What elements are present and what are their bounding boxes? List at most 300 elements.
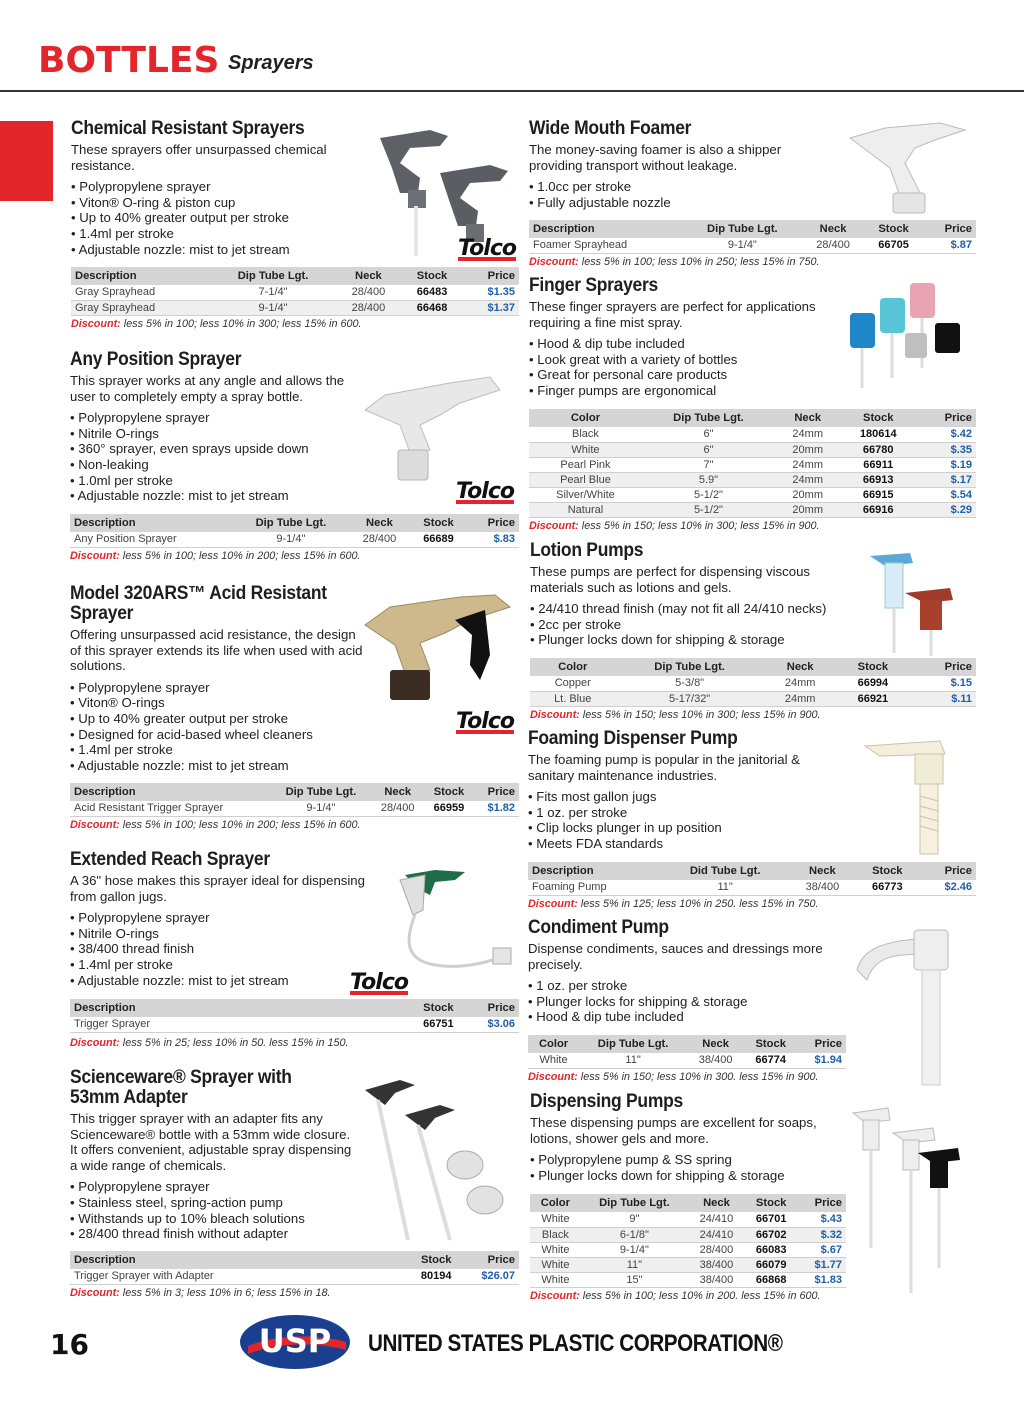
product-table-dispensing <box>530 1194 846 1288</box>
column-header: Price <box>916 409 976 427</box>
column-header: Price <box>909 658 976 676</box>
column-header: Stock <box>836 658 909 676</box>
table-cell: $.32 <box>797 1227 846 1242</box>
list-item: • Look great with a variety of bottles <box>529 352 839 368</box>
table-cell: $1.77 <box>797 1257 846 1272</box>
discount-note: Discount: less 5% in 100; less 10% in 200; less 15% in 600. <box>70 550 361 562</box>
list-item: • Clip locks plunger in up position <box>528 820 848 836</box>
table-header-row <box>70 1251 519 1269</box>
acid-resistant-sprayer-image <box>360 585 520 710</box>
column-header: Dip Tube Lgt. <box>211 267 336 285</box>
list-item: • 38/400 thread finish <box>70 941 380 957</box>
table-cell: $.11 <box>909 691 976 706</box>
table-cell: Natural <box>529 502 642 517</box>
table-cell: 180614 <box>840 427 916 442</box>
section-wide-mouth-foamer <box>529 119 819 210</box>
column-header: Description <box>70 514 233 532</box>
table-cell: 15" <box>581 1272 688 1287</box>
discount-note: Discount: less 5% in 100; less 10% in 250; less 15% in 750. <box>529 256 820 268</box>
table-cell: 24mm <box>764 676 837 691</box>
tolco-logo: Tolco <box>350 970 408 995</box>
table-cell: 66079 <box>745 1257 798 1272</box>
section-intro: The foaming pump is popular in the janitorial & sanitary maintenance industries. <box>528 752 800 783</box>
table-cell: 24/410 <box>688 1227 745 1242</box>
list-item: • 24/410 thread finish (may not fit all 24/410 necks) <box>530 601 860 617</box>
section-extended-reach <box>70 850 380 988</box>
table-cell: White <box>530 1212 581 1227</box>
table-row <box>528 880 976 895</box>
column-header: Stock <box>856 862 918 880</box>
table-cell: 7" <box>642 457 775 472</box>
feature-list <box>528 789 848 851</box>
column-header: Neck <box>349 514 410 532</box>
table-cell: $.83 <box>467 532 519 547</box>
list-item: • Withstands up to 10% bleach solutions <box>70 1211 360 1227</box>
discount-note: Discount: less 5% in 125; less 10% in 250. less 15% in 750. <box>528 898 819 910</box>
list-item: • Finger pumps are ergonomical <box>529 383 839 399</box>
product-table-foamer <box>529 220 976 254</box>
section-title: Chemical Resistant Sprayers <box>71 118 305 139</box>
table-cell: White <box>530 1272 581 1287</box>
section-dispensing-pumps <box>530 1092 840 1183</box>
table-header-row <box>530 658 976 676</box>
table-cell: 9-1/4" <box>581 1242 688 1257</box>
discount-note: Discount: less 5% in 150; less 10% in 300. less 15% in 900. <box>528 1071 819 1083</box>
white-any-position-sprayer-image <box>360 355 510 495</box>
table-row <box>530 1257 846 1272</box>
list-item: • Nitrile O-rings <box>70 426 370 442</box>
table-cell: $.19 <box>916 457 976 472</box>
list-item: • Hood & dip tube included <box>529 336 839 352</box>
table-cell: Silver/White <box>529 487 642 502</box>
list-item: • Adjustable nozzle: mist to jet stream <box>70 488 370 504</box>
column-header: Neck <box>687 1035 744 1053</box>
extended-reach-sprayer-image <box>395 860 520 985</box>
table-cell: 24mm <box>775 427 840 442</box>
column-header: Price <box>467 514 519 532</box>
section-intro: Dispense condiments, sauces and dressings more precisely. <box>528 941 823 972</box>
product-table-foaming <box>528 862 976 896</box>
product-table-lotion <box>530 658 976 707</box>
table-cell: $1.35 <box>463 285 519 300</box>
list-item: • 2cc per stroke <box>530 617 860 633</box>
section-intro: The money-saving foamer is also a shipper providing transport without leakage. <box>529 142 782 173</box>
section-condiment-pump <box>528 918 848 1025</box>
page-header <box>0 0 1024 92</box>
table-cell: Trigger Sprayer with Adapter <box>70 1269 410 1284</box>
table-cell: 66774 <box>744 1053 797 1068</box>
table-cell: $26.07 <box>462 1269 519 1284</box>
table-cell: 11" <box>581 1257 688 1272</box>
table-cell: 66751 <box>410 1017 467 1032</box>
section-brand: BOTTLES <box>38 40 220 81</box>
table-cell: 66705 <box>864 238 922 253</box>
list-item: • Hood & dip tube included <box>528 1009 848 1025</box>
product-table-extended-reach <box>70 999 519 1033</box>
list-item: • Nitrile O-rings <box>70 926 380 942</box>
table-cell: 9-1/4" <box>271 801 371 816</box>
table-cell: $1.37 <box>463 300 519 315</box>
table-cell: 66921 <box>836 691 909 706</box>
section-title: Foaming Dispenser Pump <box>528 728 738 749</box>
scienceware-sprayer-image <box>360 1075 520 1245</box>
discount-note: Discount: less 5% in 150; less 10% in 300; less 15% in 900. <box>530 709 821 721</box>
table-cell: $3.06 <box>467 1017 519 1032</box>
table-cell: 66994 <box>836 676 909 691</box>
table-cell: 80194 <box>410 1269 462 1284</box>
table-header-row <box>529 220 976 238</box>
table-cell: 38/400 <box>688 1257 745 1272</box>
table-cell: 28/400 <box>371 801 424 816</box>
table-header-row <box>528 862 976 880</box>
lotion-pumps-image <box>865 548 975 658</box>
section-subtitle: Sprayers <box>228 52 314 74</box>
table-cell: $1.83 <box>797 1272 846 1287</box>
table-cell: Foaming Pump <box>528 880 662 895</box>
list-item: • 1.4ml per stroke <box>70 957 380 973</box>
column-header: Neck <box>688 1194 745 1212</box>
tolco-logo: Tolco <box>456 479 514 504</box>
table-cell: White <box>528 1053 579 1068</box>
table-header-row <box>71 267 519 285</box>
section-intro: A 36" hose makes this sprayer ideal for dispensing from gallon jugs. <box>70 873 365 904</box>
column-header: Price <box>797 1194 846 1212</box>
column-header: Price <box>467 999 519 1017</box>
table-cell: $.54 <box>916 487 976 502</box>
table-cell: $.67 <box>797 1242 846 1257</box>
column-header: Description <box>71 267 211 285</box>
column-header: Dip Tube Lgt. <box>615 658 763 676</box>
tolco-logo: Tolco <box>458 236 516 261</box>
table-cell: $2.46 <box>919 880 977 895</box>
table-row <box>70 1017 519 1032</box>
list-item: • Up to 40% greater output per stroke <box>71 210 371 226</box>
table-cell: Pearl Pink <box>529 457 642 472</box>
table-row <box>528 1053 846 1068</box>
feature-list <box>70 410 370 504</box>
table-cell: 24mm <box>764 691 837 706</box>
column-header: Neck <box>802 220 865 238</box>
table-cell: 5-3/8" <box>615 676 763 691</box>
table-header-row <box>70 999 519 1017</box>
list-item: • 1.0cc per stroke <box>529 179 819 195</box>
table-cell: $1.82 <box>474 801 519 816</box>
column-header: Neck <box>775 409 840 427</box>
table-row <box>530 676 976 691</box>
table-cell: Black <box>529 427 642 442</box>
column-header: Description <box>70 783 271 801</box>
section-model-320ars <box>70 584 370 773</box>
section-scienceware <box>70 1068 360 1242</box>
table-cell: 7-1/4" <box>211 285 336 300</box>
table-cell: 24mm <box>775 457 840 472</box>
list-item: • Polypropylene sprayer <box>70 680 370 696</box>
table-cell: 28/400 <box>349 532 410 547</box>
red-section-tab <box>0 121 53 201</box>
list-item: • Non-leaking <box>70 457 370 473</box>
table-cell: 9-1/4" <box>211 300 336 315</box>
table-cell: White <box>530 1242 581 1257</box>
list-item: • Meets FDA standards <box>528 836 848 852</box>
discount-note: Discount: less 5% in 100; less 10% in 200. less 15% in 600. <box>530 1290 821 1302</box>
table-row <box>530 1272 846 1287</box>
dispensing-pumps-image <box>848 1098 974 1298</box>
table-row <box>70 532 519 547</box>
table-row <box>530 1212 846 1227</box>
column-header: Stock <box>744 1035 797 1053</box>
table-cell: Copper <box>530 676 615 691</box>
section-title: Extended Reach Sprayer <box>70 849 270 870</box>
feature-list <box>70 1179 360 1241</box>
table-cell: 28/400 <box>335 285 401 300</box>
column-header: Description <box>528 862 662 880</box>
section-intro: This trigger sprayer with an adapter fits any Scienceware® bottle with a 53mm wide closure. It offers convenient, adjustable spray dispensing a wide range of chemicals. <box>70 1111 352 1173</box>
table-cell: $.42 <box>916 427 976 442</box>
column-header: Neck <box>335 267 401 285</box>
product-table-finger <box>529 409 976 518</box>
list-item: • Plunger locks down for shipping & storage <box>530 1168 840 1184</box>
table-row <box>71 285 519 300</box>
table-cell: Acid Resistant Trigger Sprayer <box>70 801 271 816</box>
table-cell: 5-1/2" <box>642 487 775 502</box>
table-cell: 38/400 <box>789 880 856 895</box>
table-cell: 5.9" <box>642 472 775 487</box>
table-cell: 9-1/4" <box>233 532 349 547</box>
column-header: Stock <box>745 1194 798 1212</box>
table-cell: 11" <box>579 1053 687 1068</box>
column-header: Dip Tube Lgt. <box>683 220 802 238</box>
product-table-chemical <box>71 267 519 316</box>
feature-list <box>70 910 380 988</box>
product-table-any-position <box>70 514 519 548</box>
feature-list <box>530 1152 840 1183</box>
table-row <box>530 1242 846 1257</box>
list-item: • Adjustable nozzle: mist to jet stream <box>71 242 371 258</box>
svg-text:USP: USP <box>258 1322 332 1360</box>
table-cell: 66916 <box>840 502 916 517</box>
column-header: Neck <box>764 658 837 676</box>
column-header: Dip Tube Lgt. <box>233 514 349 532</box>
list-item: • 1 oz. per stroke <box>528 805 848 821</box>
table-cell: 66483 <box>401 285 462 300</box>
table-cell: 66868 <box>745 1272 798 1287</box>
section-lotion-pumps <box>530 541 860 648</box>
column-header: Color <box>528 1035 579 1053</box>
list-item: • Polypropylene sprayer <box>71 179 371 195</box>
column-header: Description <box>529 220 683 238</box>
table-row <box>529 238 976 253</box>
section-intro: Offering unsurpassed acid resistance, the design of this sprayer extends its life when used with acid solutions. <box>70 627 363 674</box>
table-cell: 20mm <box>775 502 840 517</box>
table-cell: Foamer Sprayhead <box>529 238 683 253</box>
discount-note: Discount: less 5% in 150; less 10% in 300; less 15% in 900. <box>529 520 820 532</box>
table-row <box>529 472 976 487</box>
list-item: • Designed for acid-based wheel cleaners <box>70 727 370 743</box>
list-item: • Adjustable nozzle: mist to jet stream <box>70 758 370 774</box>
table-cell: Black <box>530 1227 581 1242</box>
column-header: Stock <box>864 220 922 238</box>
table-cell: 66702 <box>745 1227 798 1242</box>
list-item: • Fully adjustable nozzle <box>529 195 819 211</box>
section-intro: These sprayers offer unsurpassed chemical resistance. <box>71 142 327 173</box>
table-row <box>70 1269 519 1284</box>
list-item: • 1.0ml per stroke <box>70 473 370 489</box>
table-cell: 9" <box>581 1212 688 1227</box>
table-row <box>71 300 519 315</box>
usp-logo <box>238 1312 353 1372</box>
list-item: • Fits most gallon jugs <box>528 789 848 805</box>
list-item: • 1 oz. per stroke <box>528 978 848 994</box>
table-cell: 6" <box>642 442 775 457</box>
table-row <box>529 502 976 517</box>
table-header-row <box>70 783 519 801</box>
column-header: Price <box>463 267 519 285</box>
column-header: Stock <box>424 783 473 801</box>
table-cell: 11" <box>662 880 789 895</box>
table-row <box>529 442 976 457</box>
foamer-sprayhead-image <box>845 118 975 218</box>
table-row <box>70 801 519 816</box>
list-item: • Plunger locks down for shipping & storage <box>530 632 860 648</box>
section-title: Any Position Sprayer <box>70 349 242 370</box>
column-header: Price <box>923 220 976 238</box>
column-header: Neck <box>789 862 856 880</box>
table-cell: 6-1/8" <box>581 1227 688 1242</box>
table-cell: 5-1/2" <box>642 502 775 517</box>
table-cell: 66913 <box>840 472 916 487</box>
table-cell: 66780 <box>840 442 916 457</box>
table-row <box>530 691 976 706</box>
column-header: Description <box>70 1251 410 1269</box>
list-item: • 28/400 thread finish without adapter <box>70 1226 360 1242</box>
table-cell: $.35 <box>916 442 976 457</box>
list-item: • 1.4ml per stroke <box>70 742 370 758</box>
table-row <box>529 487 976 502</box>
feature-list <box>70 680 370 774</box>
column-header: Neck <box>371 783 424 801</box>
feature-list <box>528 978 848 1025</box>
table-cell: 66468 <box>401 300 462 315</box>
condiment-pump-image <box>852 925 974 1090</box>
list-item: • Viton® O-ring & piston cup <box>71 195 371 211</box>
table-cell: 66689 <box>410 532 467 547</box>
list-item: • Stainless steel, spring-action pump <box>70 1195 360 1211</box>
section-intro: This sprayer works at any angle and allows the user to completely empty a spray bottle. <box>70 373 345 404</box>
table-cell: Any Position Sprayer <box>70 532 233 547</box>
product-table-model-320ars <box>70 783 519 817</box>
table-cell: 66959 <box>424 801 473 816</box>
discount-note: Discount: less 5% in 100; less 10% in 300; less 15% in 600. <box>71 318 362 330</box>
list-item: • Polypropylene sprayer <box>70 410 370 426</box>
list-item: • Polypropylene sprayer <box>70 1179 360 1195</box>
table-cell: $.29 <box>916 502 976 517</box>
table-cell: 38/400 <box>688 1272 745 1287</box>
finger-sprayers-image <box>845 278 975 403</box>
section-foaming-dispenser <box>528 729 848 852</box>
foaming-pump-image <box>860 736 975 861</box>
list-item: • 1.4ml per stroke <box>71 226 371 242</box>
column-header: Stock <box>401 267 462 285</box>
table-cell: $.17 <box>916 472 976 487</box>
column-header: Dip Tube Lgt. <box>581 1194 688 1212</box>
table-cell: Pearl Blue <box>529 472 642 487</box>
table-cell: 5-17/32" <box>615 691 763 706</box>
table-cell: White <box>529 442 642 457</box>
table-cell: 28/400 <box>335 300 401 315</box>
column-header: Price <box>797 1035 846 1053</box>
table-cell: $1.94 <box>797 1053 846 1068</box>
column-header: Stock <box>410 1251 462 1269</box>
table-header-row <box>528 1035 846 1053</box>
product-table-scienceware <box>70 1251 519 1285</box>
table-cell: 20mm <box>775 442 840 457</box>
table-cell: $.43 <box>797 1212 846 1227</box>
table-header-row <box>70 514 519 532</box>
list-item: • Up to 40% greater output per stroke <box>70 711 370 727</box>
table-cell: $.87 <box>923 238 976 253</box>
list-item: • Great for personal care products <box>529 367 839 383</box>
section-title: Lotion Pumps <box>530 540 644 561</box>
discount-note: Discount: less 5% in 25; less 10% in 50. less 15% in 150. <box>70 1037 349 1049</box>
feature-list <box>530 601 860 648</box>
column-header: Color <box>529 409 642 427</box>
table-cell: $.15 <box>909 676 976 691</box>
table-cell: 28/400 <box>802 238 865 253</box>
discount-note: Discount: less 5% in 100; less 10% in 200; less 15% in 600. <box>70 819 361 831</box>
section-intro: These dispensing pumps are excellent for soaps, lotions, shower gels and more. <box>530 1115 817 1146</box>
table-row <box>529 427 976 442</box>
table-header-row <box>530 1194 846 1212</box>
section-title: Finger Sprayers <box>529 275 658 296</box>
tolco-logo: Tolco <box>456 709 514 734</box>
section-title: Scienceware® Sprayer with 53mm Adapter <box>70 1067 292 1108</box>
section-intro: These finger sprayers are perfect for applications requiring a fine mist spray. <box>529 299 816 330</box>
table-cell: 66701 <box>745 1212 798 1227</box>
section-chemical-resistant <box>71 119 371 257</box>
table-cell: 20mm <box>775 487 840 502</box>
table-cell: Gray Sprayhead <box>71 300 211 315</box>
feature-list <box>71 179 371 257</box>
feature-list <box>529 336 839 398</box>
table-cell: 28/400 <box>688 1242 745 1257</box>
table-cell: Gray Sprayhead <box>71 285 211 300</box>
page-number: 16 <box>50 1328 89 1361</box>
list-item: • 360° sprayer, even sprays upside down <box>70 441 370 457</box>
table-row <box>529 457 976 472</box>
section-intro: These pumps are perfect for dispensing viscous materials such as lotions and gels. <box>530 564 811 595</box>
section-title: Model 320ARS™ Acid Resistant Sprayer <box>70 583 327 624</box>
table-cell: 6" <box>642 427 775 442</box>
column-header: Stock <box>840 409 916 427</box>
table-cell: 66915 <box>840 487 916 502</box>
list-item: • Polypropylene pump & SS spring <box>530 1152 840 1168</box>
table-cell: Lt. Blue <box>530 691 615 706</box>
table-row <box>530 1227 846 1242</box>
column-header: Stock <box>410 514 467 532</box>
table-cell: 66773 <box>856 880 918 895</box>
feature-list <box>529 179 819 210</box>
table-header-row <box>529 409 976 427</box>
product-table-condiment <box>528 1035 846 1069</box>
section-title: Wide Mouth Foamer <box>529 118 692 139</box>
column-header: Description <box>70 999 410 1017</box>
column-header: Did Tube Lgt. <box>662 862 789 880</box>
list-item: • Adjustable nozzle: mist to jet stream <box>70 973 380 989</box>
section-any-position <box>70 350 370 504</box>
column-header: Dip Tube Lgt. <box>642 409 775 427</box>
section-finger-sprayers <box>529 276 839 399</box>
discount-note: Discount: less 5% in 3; less 10% in 6; less 15% in 18. <box>70 1287 331 1299</box>
